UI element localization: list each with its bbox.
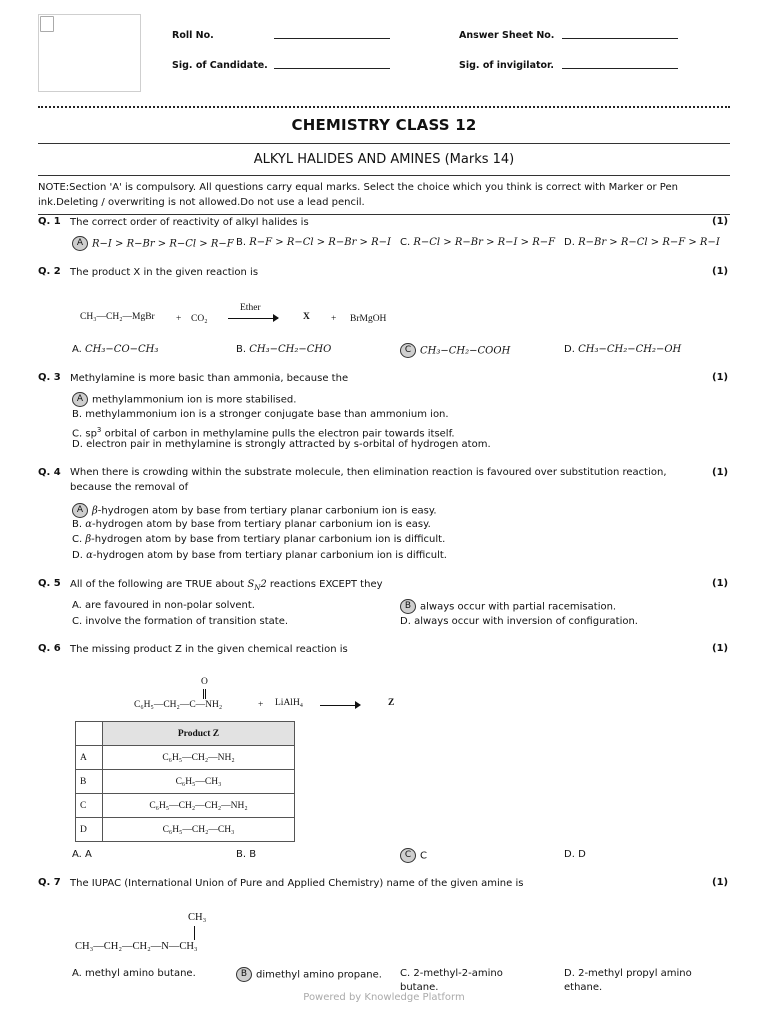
- option-b[interactable]: B. B: [236, 849, 257, 860]
- sig-invigilator-field[interactable]: [562, 68, 678, 69]
- selected-answer-badge: B: [236, 967, 252, 982]
- question-number: Q. 2: [38, 266, 61, 277]
- option-a[interactable]: A R−I > R−Br > R−Cl > R−F: [72, 236, 234, 252]
- carbonyl-oxygen: O: [201, 677, 208, 687]
- answer-sheet-label: Answer Sheet No.: [459, 30, 555, 41]
- question-marks: (1): [712, 266, 729, 277]
- broken-image-icon: [40, 16, 54, 32]
- question-number: Q. 6: [38, 643, 61, 654]
- answer-sheet-field[interactable]: [562, 38, 678, 39]
- reaction-reactant: C₆H₅—CH₂—C—NH₂: [134, 700, 223, 710]
- product-table: [75, 721, 295, 842]
- question-text: The IUPAC (International Union of Pure and Applied Chemistry) name of the given amine is: [70, 878, 524, 889]
- table-row: D C₆H₅—CH₂—CH₃: [76, 818, 295, 842]
- question-number: Q. 1: [38, 216, 61, 227]
- option-c[interactable]: C. β-hydrogen atom by base from tertiary planar carbonium ion is difficult.: [72, 534, 446, 545]
- question-marks: (1): [712, 643, 729, 654]
- reaction-product-x: X: [303, 312, 310, 322]
- question-number: Q. 5: [38, 578, 61, 589]
- reaction-condition: Ether: [240, 303, 261, 313]
- reaction-reactant: CH₃—CH₂—MgBr: [80, 312, 155, 322]
- option-c[interactable]: C. R−Cl > R−Br > R−I > R−F: [400, 237, 556, 248]
- option-a[interactable]: A. CH₃−CO−CH₃: [72, 344, 159, 355]
- double-bond: [203, 689, 206, 699]
- option-b[interactable]: B. CH₃−CH₂−CHO: [236, 344, 332, 355]
- divider: [38, 175, 730, 176]
- page-subtitle: ALKYL HALIDES AND AMINES (Marks 14): [253, 152, 515, 167]
- question-text: The missing product Z in the given chemical reaction is: [70, 644, 348, 655]
- reaction-plus: +: [176, 314, 182, 324]
- option-d[interactable]: D. R−Br > R−Cl > R−F > R−I: [564, 237, 720, 248]
- arrow-head-icon: [273, 314, 279, 322]
- selected-answer-badge: A: [72, 392, 88, 407]
- question-marks: (1): [712, 578, 729, 589]
- option-b[interactable]: B. α-hydrogen atom by base from tertiary planar carbonium ion is easy.: [72, 519, 431, 530]
- page-title: CHEMISTRY CLASS 12: [291, 116, 477, 134]
- option-b[interactable]: B dimethyl amino propane.: [236, 967, 382, 983]
- arrow-head-icon: [355, 701, 361, 709]
- option-d[interactable]: D. D: [564, 849, 586, 860]
- reaction-co2: CO₂: [191, 314, 208, 324]
- option-d[interactable]: D. always occur with inversion of configuration.: [400, 616, 638, 627]
- option-d[interactable]: D. α-hydrogen atom by base from tertiary planar carbonium ion is difficult.: [72, 550, 447, 561]
- option-c[interactable]: C C: [400, 848, 427, 864]
- option-d[interactable]: D. CH₃−CH₂−CH₂−OH: [564, 344, 682, 355]
- structure-bond: [194, 926, 195, 940]
- roll-no-field[interactable]: [274, 38, 390, 39]
- question-marks: (1): [712, 372, 729, 383]
- option-b[interactable]: B. methylammonium ion is a stronger conjugate base than ammonium ion.: [72, 409, 449, 420]
- option-d[interactable]: D. 2-methyl propyl amino ethane.: [564, 968, 692, 993]
- selected-answer-badge: A: [72, 236, 88, 251]
- reaction-arrow: [228, 318, 278, 319]
- question-number: Q. 3: [38, 372, 61, 383]
- question-text: The product X in the given reaction is: [70, 267, 259, 278]
- option-a[interactable]: A. are favoured in non-polar solvent.: [72, 600, 255, 611]
- divider: [38, 143, 730, 144]
- roll-no-label: Roll No.: [172, 30, 214, 41]
- question-marks: (1): [712, 216, 729, 227]
- option-a[interactable]: A methylammonium ion is more stabilised.: [72, 392, 296, 408]
- option-b[interactable]: B. R−F > R−Cl > R−Br > R−I: [236, 237, 391, 248]
- option-d[interactable]: D. electron pair in methylamine is strongly attracted by s-orbital of hydrogen atom.: [72, 439, 491, 450]
- question-number: Q. 4: [38, 467, 61, 478]
- question-number: Q. 7: [38, 877, 61, 888]
- table-row: B C₆H₅—CH₃: [76, 770, 295, 794]
- selected-answer-badge: C: [400, 848, 416, 863]
- selected-answer-badge: B: [400, 599, 416, 614]
- reaction-arrow: [320, 705, 356, 706]
- option-c[interactable]: C. 2-methyl-2-amino butane.: [400, 968, 503, 993]
- option-c[interactable]: C. $sp^3$ orbital of carbon in methylamine pulls the electron pair towards itself.: [72, 426, 455, 440]
- option-c[interactable]: C CH₃−CH₂−COOH: [400, 343, 510, 359]
- reaction-plus: +: [258, 700, 264, 710]
- structure-chain: CH₃—CH₂—CH₂—N—CH₃: [75, 941, 198, 952]
- question-text: The correct order of reactivity of alkyl halides is: [70, 217, 309, 228]
- footer-credit: Powered by Knowledge Platform: [303, 992, 465, 1003]
- selected-answer-badge: A: [72, 503, 88, 518]
- sig-candidate-field[interactable]: [274, 68, 390, 69]
- reaction-plus: +: [331, 314, 337, 324]
- question-marks: (1): [712, 467, 729, 478]
- table-header: Product Z: [103, 722, 295, 746]
- reaction-reagent: LiAlH₄: [275, 698, 304, 708]
- option-a[interactable]: A. methyl amino butane.: [72, 968, 196, 979]
- dotted-divider: [38, 106, 730, 108]
- table-row: C C₆H₅—CH₂—CH₂—NH₂: [76, 794, 295, 818]
- reaction-byproduct: BrMgOH: [350, 314, 387, 324]
- instructions-note: NOTE:Section 'A' is compulsory. All questions carry equal marks. Select the choice which you think is correct with Marker or Pen ink.Deleting / overwriting is not allowed.Do not use a lead pencil.: [38, 182, 678, 208]
- structure-branch: CH₃: [188, 912, 207, 923]
- option-a[interactable]: A β-hydrogen atom by base from tertiary planar carbonium ion is easy.: [72, 503, 437, 519]
- option-b[interactable]: B always occur with partial racemisation.: [400, 599, 616, 615]
- table-row: A C₆H₅—CH₂—NH₂: [76, 746, 295, 770]
- option-c[interactable]: C. involve the formation of transition state.: [72, 616, 289, 627]
- question-text: All of the following are TRUE about $S_N2$ reactions EXCEPT they: [70, 579, 383, 592]
- reaction-product-z: Z: [388, 698, 395, 708]
- question-text: Methylamine is more basic than ammonia, because the: [70, 373, 349, 384]
- selected-answer-badge: C: [400, 343, 416, 358]
- option-a[interactable]: A. A: [72, 849, 92, 860]
- question-text: When there is crowding within the substrate molecule, then elimination reaction is favoured over substitution reaction, because the removal of: [70, 467, 667, 493]
- question-marks: (1): [712, 877, 729, 888]
- sig-candidate-label: Sig. of Candidate.: [172, 60, 268, 71]
- sig-invigilator-label: Sig. of invigilator.: [459, 60, 554, 71]
